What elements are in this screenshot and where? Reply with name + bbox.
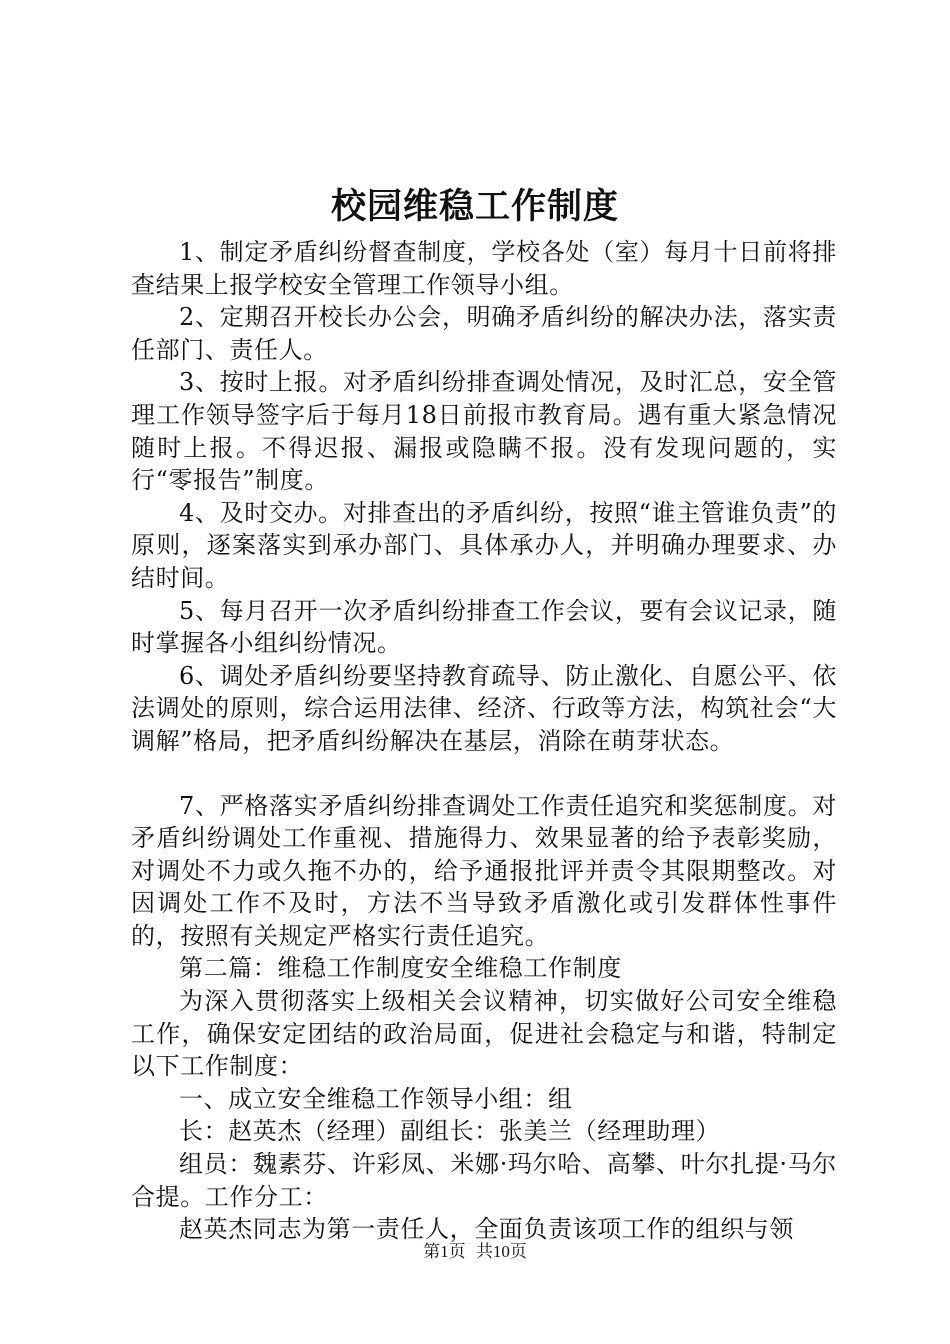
paragraph: 赵英杰同志为第一责任人，全面负责该项工作的组织与领 [179,1215,794,1244]
section-heading: 第二篇：维稳工作制度安全维稳工作制度 [179,954,622,983]
page-footer [0,1240,950,1264]
paragraph: 组员：魏素芬、许彩凤、米娜·玛尔哈、高攀、叶尔扎提·马尔合提。工作分工： [131,1150,837,1211]
page-number: 第1页 [423,1242,466,1261]
document-body [131,236,837,1246]
paragraph: 为深入贯彻落实上级相关会议精神，切实做好公司安全维稳工作，确保安定团结的政治局面，促进社会稳定与和谐，特制定以下工作制度： [131,987,837,1081]
paragraph: 7、严格落实矛盾纠纷排查调处工作责任追究和奖惩制度。对矛盾纠纷调处工作重视、措施得力、效果显著的给予表彰奖励，对调处不力或久拖不办的，给予通报批评并责令其限期整改。对因调处工作不及时，方法不当导致矛盾激化或引发群体性事件的，按照有关规定严格实行责任追究。 [131,791,837,950]
paragraph: 1、制定矛盾纠纷督查制度，学校各处（室）每月十日前将排查结果上报学校安全管理工作领导小组。 [131,238,837,299]
paragraph: 4、及时交办。对排查出的矛盾纠纷，按照“谁主管谁负责”的原则，逐案落实到承办部门、具体承办人，并明确办理要求、办结时间。 [131,498,837,592]
paragraph: 一、成立安全维稳工作领导小组：组 [179,1084,573,1113]
paragraph: 2、定期召开校长办公会，明确矛盾纠纷的解决办法，落实责任部门、责任人。 [131,303,837,364]
paragraph: 6、调处矛盾纠纷要坚持教育疏导、防止激化、自愿公平、依法调处的原则，综合运用法律、经济、行政等方法，构筑社会“大调解”格局，把矛盾纠纷解决在基层，消除在萌芽状态。 [131,661,837,755]
document-title: 校园维稳工作制度 [330,186,619,227]
paragraph: 3、按时上报。对矛盾纠纷排查调处情况，及时汇总，安全管理工作领导签字后于每月18日前报市教育局。遇有重大紧急情况随时上报。不得迟报、漏报或隐瞒不报。没有发现问题的，实行“零报告”制度。 [131,368,837,495]
paragraph: 长：赵英杰（经理）副组长：张美兰（经理助理） [179,1117,721,1146]
paragraph: 5、每月召开一次矛盾纠纷排查工作会议，要有会议记录，随时掌握各小组纠纷情况。 [131,596,837,658]
page-total: 共10页 [475,1242,527,1261]
